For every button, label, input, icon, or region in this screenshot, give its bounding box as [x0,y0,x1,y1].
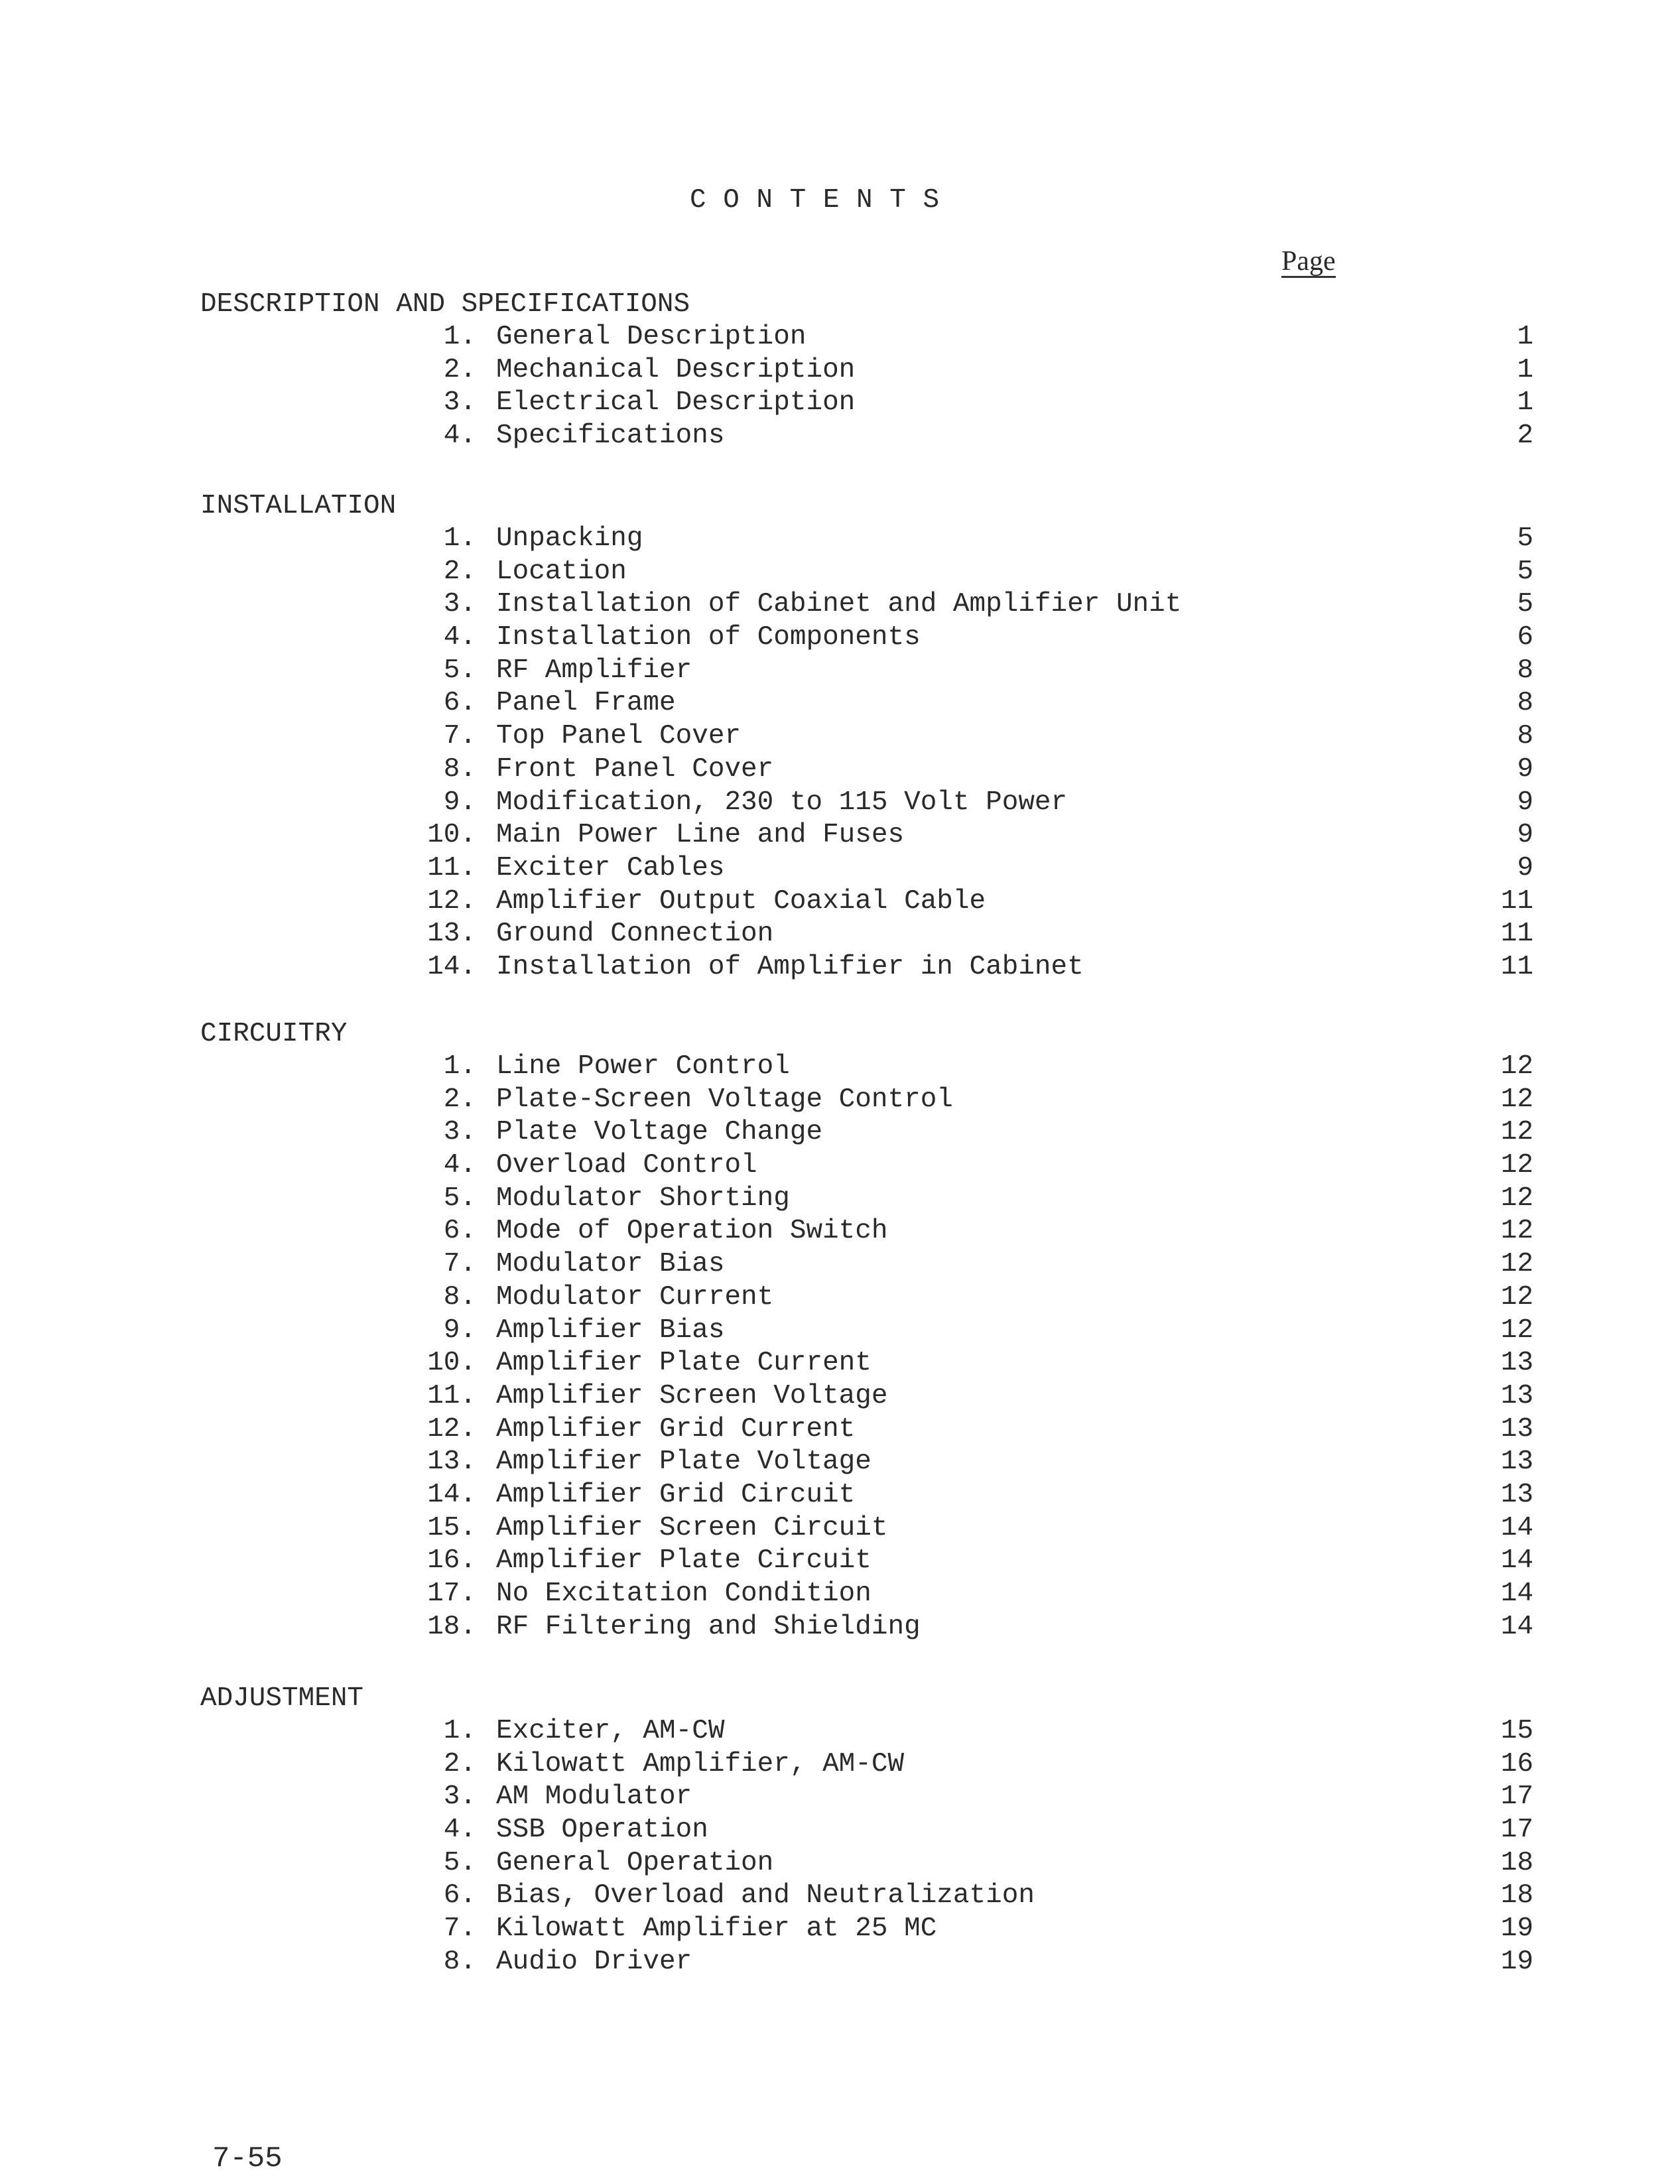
entry-page: 1 [1517,387,1533,418]
entry-number: 5. [443,1183,476,1214]
toc-section [200,1017,1659,1643]
toc-entry [200,655,1659,688]
toc-entry [200,387,1659,420]
toc-entry [200,556,1659,589]
entry-page: 11 [1500,919,1533,950]
toc-entry [200,1946,1659,1979]
entry-number: 2. [443,354,476,385]
entry-page: 9 [1517,753,1533,785]
entry-number: 9. [443,787,476,818]
entry-number: 4. [443,420,476,452]
entry-number: 7. [443,1249,476,1280]
entry-page: 12 [1500,1117,1533,1148]
entry-page: 1 [1517,322,1533,352]
entry-title: Line Power Control [496,1051,790,1082]
entry-title: General Description [496,322,807,352]
entry-number: 4. [443,1815,476,1846]
toc-entry [200,1248,1659,1281]
toc-entry [200,852,1659,885]
entry-number: 12. [427,1413,476,1445]
section-heading: ADJUSTMENT [200,1683,364,1714]
toc-entry [200,1578,1659,1611]
toc-entry [200,687,1659,720]
entry-number: 8. [443,1946,476,1977]
toc-entry [200,1215,1659,1248]
toc-entry [200,1413,1659,1446]
entry-number: 13. [427,1446,476,1478]
entry-title: Installation of Amplifier in Cabinet [496,951,1084,982]
entry-title: RF Amplifier [496,655,692,686]
entry-title: Kilowatt Amplifier at 25 MC [496,1913,937,1945]
entry-number: 1. [443,1716,476,1746]
toc-entry [200,1446,1659,1479]
entry-number: 1. [443,523,476,554]
toc-section [200,489,1659,984]
entry-page: 12 [1500,1051,1533,1082]
entry-page: 16 [1500,1748,1533,1779]
entry-number: 11. [427,852,476,883]
entry-page: 15 [1500,1716,1533,1746]
toc-entry [200,420,1659,453]
entry-page: 9 [1517,820,1533,851]
entry-page: 5 [1517,556,1533,587]
entry-number: 9. [443,1315,476,1346]
entry-number: 10. [427,1348,476,1379]
entry-number: 17. [427,1578,476,1609]
entry-page: 17 [1500,1815,1533,1846]
toc-entry [200,1913,1659,1946]
entry-page: 19 [1500,1946,1533,1977]
entry-page: 13 [1500,1479,1533,1510]
entry-page: 8 [1517,721,1533,752]
entry-title: Plate-Screen Voltage Control [496,1084,953,1115]
entry-number: 7. [443,1913,476,1945]
toc-entry [200,1715,1659,1748]
toc-entry [200,787,1659,820]
entry-title: Kilowatt Amplifier, AM-CW [496,1748,905,1779]
entry-number: 6. [443,688,476,719]
entry-page: 19 [1500,1913,1533,1945]
entry-number: 4. [443,1150,476,1181]
entry-title: Modulator Shorting [496,1183,790,1214]
entry-page: 9 [1517,852,1533,883]
entry-number: 5. [443,655,476,686]
entry-page: 17 [1500,1781,1533,1813]
entry-title: Amplifier Grid Current [496,1413,856,1445]
entry-page: 8 [1517,655,1533,686]
entry-number: 2. [443,1084,476,1115]
entry-number: 7. [443,721,476,752]
entry-number: 6. [443,1880,476,1911]
section-heading: DESCRIPTION AND SPECIFICATIONS [200,289,690,320]
toc-entry [200,621,1659,655]
entry-title: Front Panel Cover [496,753,774,785]
entry-number: 8. [443,1281,476,1313]
toc-entry [200,1479,1659,1512]
entry-title: Amplifier Plate Current [496,1348,872,1379]
toc-entry [200,1847,1659,1880]
entry-title: Installation of Components [496,622,921,653]
entry-number: 3. [443,387,476,418]
toc-entry [200,1512,1659,1545]
entry-number: 1. [443,322,476,352]
entry-title: Exciter, AM-CW [496,1716,725,1746]
toc-entry [200,1380,1659,1413]
entry-page: 12 [1500,1249,1533,1280]
entry-number: 16. [427,1545,476,1576]
toc-entry [200,819,1659,852]
toc-entry [200,321,1659,354]
document-number: 7-55 [212,2142,283,2175]
entry-title: Amplifier Screen Voltage [496,1380,888,1411]
entry-page: 14 [1500,1611,1533,1642]
entry-title: Unpacking [496,523,643,554]
entry-title: Amplifier Screen Circuit [496,1512,888,1543]
entry-page: 14 [1500,1545,1533,1576]
toc-entry [200,1116,1659,1149]
entry-page: 5 [1517,523,1533,554]
entry-title: No Excitation Condition [496,1578,872,1609]
entry-title: AM Modulator [496,1781,692,1813]
entry-title: Location [496,556,627,587]
toc-entry [200,1814,1659,1847]
entry-title: Overload Control [496,1150,757,1181]
entry-title: Modulator Bias [496,1249,725,1280]
entry-number: 12. [427,885,476,917]
entry-page: 18 [1500,1880,1533,1911]
entry-page: 12 [1500,1281,1533,1313]
entry-title: Audio Driver [496,1946,692,1977]
entry-title: Panel Frame [496,688,676,719]
entry-page: 13 [1500,1446,1533,1478]
toc-section [200,1682,1659,1979]
entry-title: SSB Operation [496,1815,708,1846]
entry-number: 14. [427,951,476,982]
entry-number: 15. [427,1512,476,1543]
page-title: C O N T E N T S [690,185,940,216]
entry-page: 5 [1517,589,1533,620]
entry-title: Bias, Overload and Neutralization [496,1880,1035,1911]
toc-entry [200,885,1659,919]
entry-page: 13 [1500,1380,1533,1411]
entry-page: 13 [1500,1348,1533,1379]
toc-entry [200,1149,1659,1183]
toc-entry [200,1611,1659,1644]
entry-number: 1. [443,1051,476,1082]
entry-title: Main Power Line and Fuses [496,820,905,851]
entry-number: 8. [443,753,476,785]
entry-title: Modulator Current [496,1281,774,1313]
entry-title: Amplifier Plate Voltage [496,1446,872,1478]
entry-page: 11 [1500,951,1533,982]
entry-title: Top Panel Cover [496,721,742,752]
entry-title: Modification, 230 to 115 Volt Power [496,787,1068,818]
toc-entry [200,354,1659,387]
entry-title: Ground Connection [496,919,774,950]
toc-entry [200,720,1659,753]
entry-number: 2. [443,1748,476,1779]
toc-entry [200,588,1659,621]
toc-entry [200,1347,1659,1380]
entry-number: 4. [443,622,476,653]
entry-number: 11. [427,1380,476,1411]
toc-entry [200,523,1659,556]
section-heading: INSTALLATION [200,491,397,521]
entry-title: Exciter Cables [496,852,725,883]
entry-page: 12 [1500,1216,1533,1247]
entry-title: Mode of Operation Switch [496,1216,888,1247]
toc-section [200,288,1659,453]
toc-entry [200,1880,1659,1913]
toc-entry [200,1183,1659,1216]
entry-number: 3. [443,1117,476,1148]
section-heading: CIRCUITRY [200,1019,348,1049]
entry-number: 14. [427,1479,476,1510]
toc-entry [200,753,1659,787]
entry-title: Installation of Cabinet and Amplifier Unit [496,589,1182,620]
entry-page: 12 [1500,1183,1533,1214]
entry-page: 12 [1500,1084,1533,1115]
entry-title: Mechanical Description [496,354,856,385]
page-column-header: Page [1281,246,1336,277]
entry-title: Amplifier Plate Circuit [496,1545,872,1576]
entry-page: 1 [1517,354,1533,385]
entry-title: Amplifier Output Coaxial Cable [496,885,986,917]
toc-entry [200,1748,1659,1781]
entry-page: 6 [1517,622,1533,653]
entry-page: 12 [1500,1150,1533,1181]
entry-title: RF Filtering and Shielding [496,1611,921,1642]
entry-page: 14 [1500,1512,1533,1543]
entry-page: 9 [1517,787,1533,818]
entry-number: 10. [427,820,476,851]
toc-entry [200,918,1659,951]
toc-entry [200,1051,1659,1084]
entry-number: 18. [427,1611,476,1642]
entry-title: Electrical Description [496,387,856,418]
entry-title: General Operation [496,1847,774,1878]
entry-title: Amplifier Bias [496,1315,725,1346]
entry-number: 2. [443,556,476,587]
entry-page: 8 [1517,688,1533,719]
toc-entry [200,1545,1659,1578]
toc-entry [200,1084,1659,1117]
entry-number: 3. [443,1781,476,1813]
entry-title: Amplifier Grid Circuit [496,1479,856,1510]
entry-title: Plate Voltage Change [496,1117,823,1148]
entry-number: 6. [443,1216,476,1247]
toc-entry [200,1781,1659,1814]
entry-page: 11 [1500,885,1533,917]
entry-page: 12 [1500,1315,1533,1346]
toc-entry [200,1315,1659,1348]
toc-entry [200,1281,1659,1315]
entry-page: 13 [1500,1413,1533,1445]
entry-number: 5. [443,1847,476,1878]
entry-page: 2 [1517,420,1533,452]
entry-title: Specifications [496,420,725,452]
entry-number: 13. [427,919,476,950]
toc-entry [200,951,1659,984]
entry-page: 14 [1500,1578,1533,1609]
entry-number: 3. [443,589,476,620]
entry-page: 18 [1500,1847,1533,1878]
